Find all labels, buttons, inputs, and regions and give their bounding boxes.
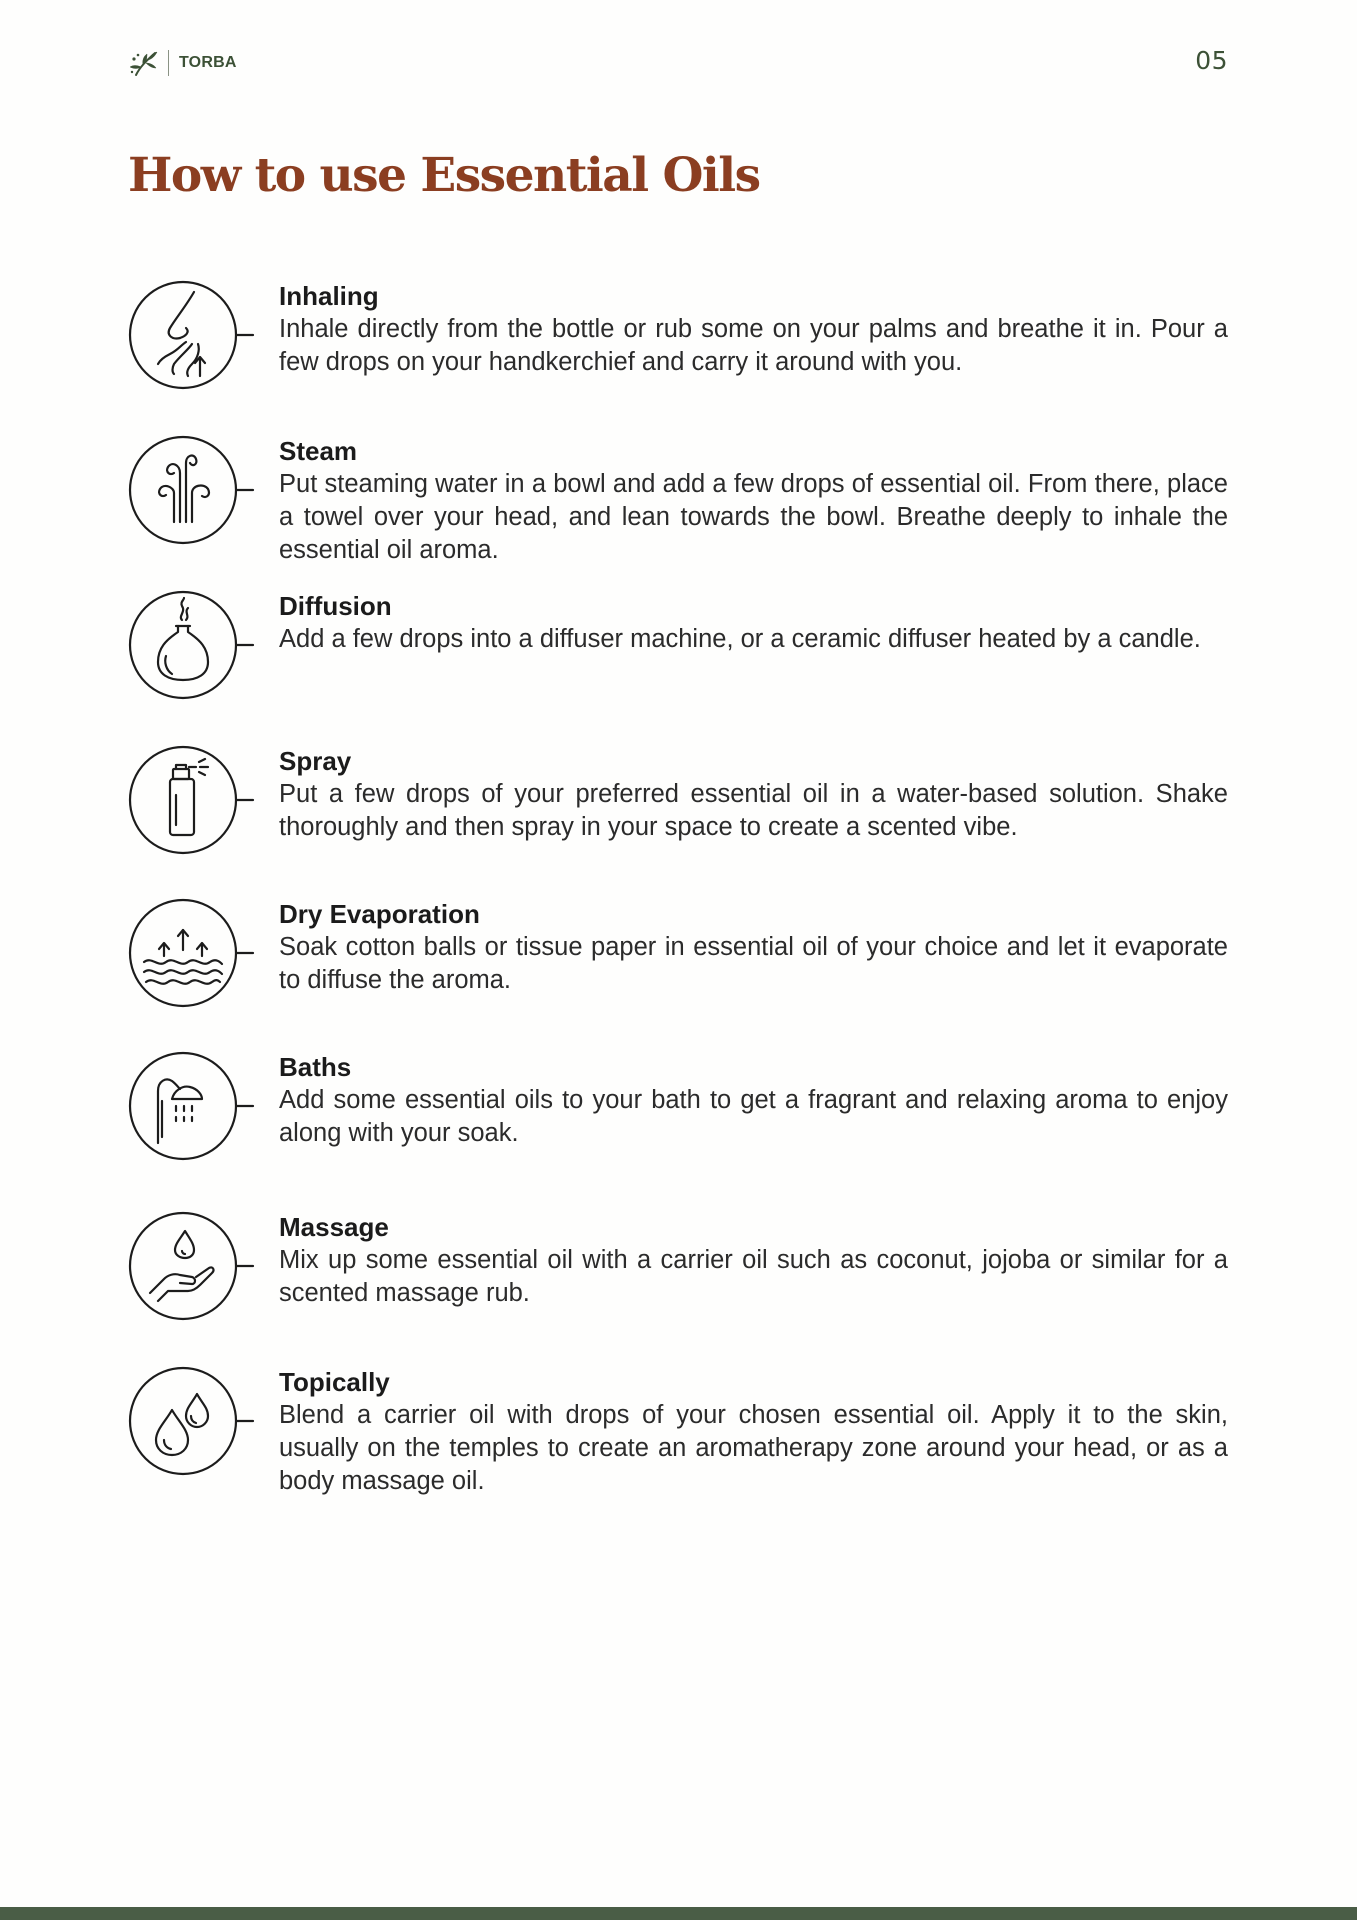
brand-name: TORBA [179, 54, 237, 71]
brand-divider [168, 50, 169, 76]
method-title: Spray [279, 746, 352, 776]
method-title: Topically [279, 1367, 390, 1397]
steam-swirls-icon [128, 435, 256, 545]
method-title: Massage [279, 1212, 389, 1242]
nose-inhale-icon [128, 280, 256, 390]
method-description: Add some essential oils to your bath to get a fragrant and relaxing aroma to enjoy along with your soak. [279, 1086, 1228, 1147]
leaf-sprig-icon [128, 49, 160, 77]
diffuser-vase-icon [128, 590, 256, 700]
method-title: Baths [279, 1052, 352, 1082]
method-title: Steam [279, 436, 358, 466]
page-header [128, 46, 237, 80]
method-title: Inhaling [279, 281, 379, 311]
footer-bar [0, 1907, 1357, 1920]
spray-bottle-icon [128, 745, 256, 855]
method-description: Soak cotton balls or tissue paper in essential oil of your choice and let it evaporate to diffuse the aroma. [279, 933, 1228, 994]
method-description: Inhale directly from the bottle or rub some on your palms and breathe it in. Pour a few drops on your handkerchief and carry it around with you. [279, 315, 1228, 376]
hand-drop-icon [128, 1211, 256, 1321]
page-title: How to use Essential Oils [128, 148, 760, 203]
method-description: Mix up some essential oil with a carrier oil such as coconut, jojoba or similar for a scented massage rub. [279, 1246, 1228, 1307]
evaporation-waves-icon [128, 898, 256, 1008]
method-description: Put steaming water in a bowl and add a few drops of essential oil. From there, place a towel over your head, and lean towards the bowl. Breathe deeply to inhale the essential oil aroma. [279, 470, 1228, 564]
method-description: Add a few drops into a diffuser machine, or a ceramic diffuser heated by a candle. [279, 625, 1201, 653]
method-title: Dry Evaporation [279, 899, 480, 929]
method-description: Blend a carrier oil with drops of your chosen essential oil. Apply it to the skin, usually on the temples to create an aromatherapy zone around your head, or as a body massage oil. [279, 1401, 1228, 1495]
two-drops-icon [128, 1366, 256, 1476]
method-title: Diffusion [279, 591, 392, 621]
page-number: 05 [1195, 46, 1228, 75]
method-description: Put a few drops of your preferred essential oil in a water-based solution. Shake thoroughly and then spray in your space to create a scented vibe. [279, 780, 1228, 841]
shower-head-icon [128, 1051, 256, 1161]
